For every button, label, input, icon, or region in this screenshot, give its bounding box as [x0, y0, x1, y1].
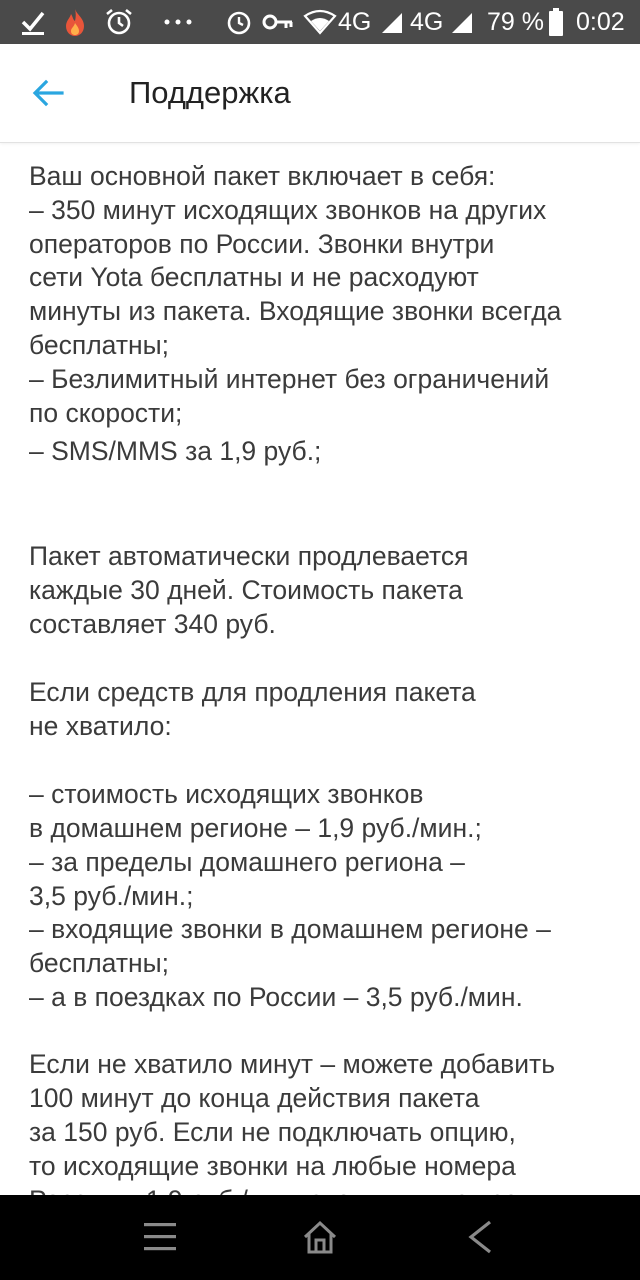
text-line: каждые 30 дней. Стоимость пакета	[29, 575, 463, 605]
support-message	[0, 143, 640, 1195]
battery-icon	[548, 6, 564, 38]
text-line: Пакет автоматически продлевается	[29, 541, 469, 571]
alarm-clock-icon	[103, 6, 135, 38]
text-line: по скорости;	[29, 398, 183, 428]
text-line: бесплатны;	[29, 948, 170, 978]
home-icon	[302, 1220, 338, 1254]
back-icon	[466, 1220, 494, 1254]
home-button[interactable]	[294, 1213, 346, 1261]
text-line: Если средств для продления пакета	[29, 677, 476, 707]
back-nav-button[interactable]	[454, 1213, 506, 1261]
text-line: Если не хватило минут – можете добавить	[29, 1049, 556, 1079]
wifi-icon	[304, 6, 336, 38]
signal-icon	[380, 6, 404, 38]
signal-icon	[450, 6, 474, 38]
text-line: – входящие звонки в домашнем регионе –	[29, 914, 551, 944]
text-line: – SMS/MMS за 1,9 руб.;	[29, 436, 322, 466]
text-line: сети Yota бесплатны и не расходуют	[29, 262, 479, 292]
text-line: Ваш основной пакет включает в себя:	[29, 161, 496, 191]
check-icon	[18, 6, 48, 38]
battery-percent: 79 %	[487, 8, 544, 36]
app-bar	[0, 44, 640, 143]
status-bar	[0, 0, 640, 44]
more-icon	[163, 6, 193, 38]
text-line: 3,5 руб./мин.;	[29, 881, 194, 911]
clock: 0:02	[576, 8, 625, 36]
arrow-left-icon	[32, 80, 64, 106]
text-line: минуты из пакета. Входящие звонки всегда	[29, 296, 562, 326]
navigation-bar	[0, 1195, 640, 1280]
text-line: 100 минут до конца действия пакета	[29, 1083, 480, 1113]
alarm-icon	[224, 6, 254, 38]
text-line: за 150 руб. Если не подключать опцию,	[29, 1117, 516, 1147]
text-line: – за пределы домашнего региона –	[29, 847, 465, 877]
flame-icon	[60, 6, 90, 38]
text-line: – 350 минут исходящих звонков на других	[29, 195, 547, 225]
text-line: в домашнем регионе – 1,9 руб./мин.;	[29, 813, 482, 843]
text-line: не хватило:	[29, 711, 172, 741]
menu-button[interactable]	[134, 1213, 186, 1261]
network-type-2: 4G	[410, 8, 444, 36]
text-line: операторов по России. Звонки внутри	[29, 229, 495, 259]
network-type-1: 4G	[338, 8, 372, 36]
text-line: – стоимость исходящих звонков	[29, 779, 424, 809]
menu-icon	[143, 1221, 177, 1253]
text-line: бесплатны;	[29, 330, 170, 360]
back-button[interactable]	[22, 69, 74, 117]
text-line: составляет 340 руб.	[29, 609, 276, 639]
key-icon	[262, 6, 294, 38]
text-line: то исходящие звонки на любые номера	[29, 1151, 516, 1181]
text-line: – а в поездках по России – 3,5 руб./мин.	[29, 982, 523, 1012]
text-line: – Безлимитный интернет без ограничений	[29, 364, 550, 394]
page-title: Поддержка	[129, 75, 291, 110]
